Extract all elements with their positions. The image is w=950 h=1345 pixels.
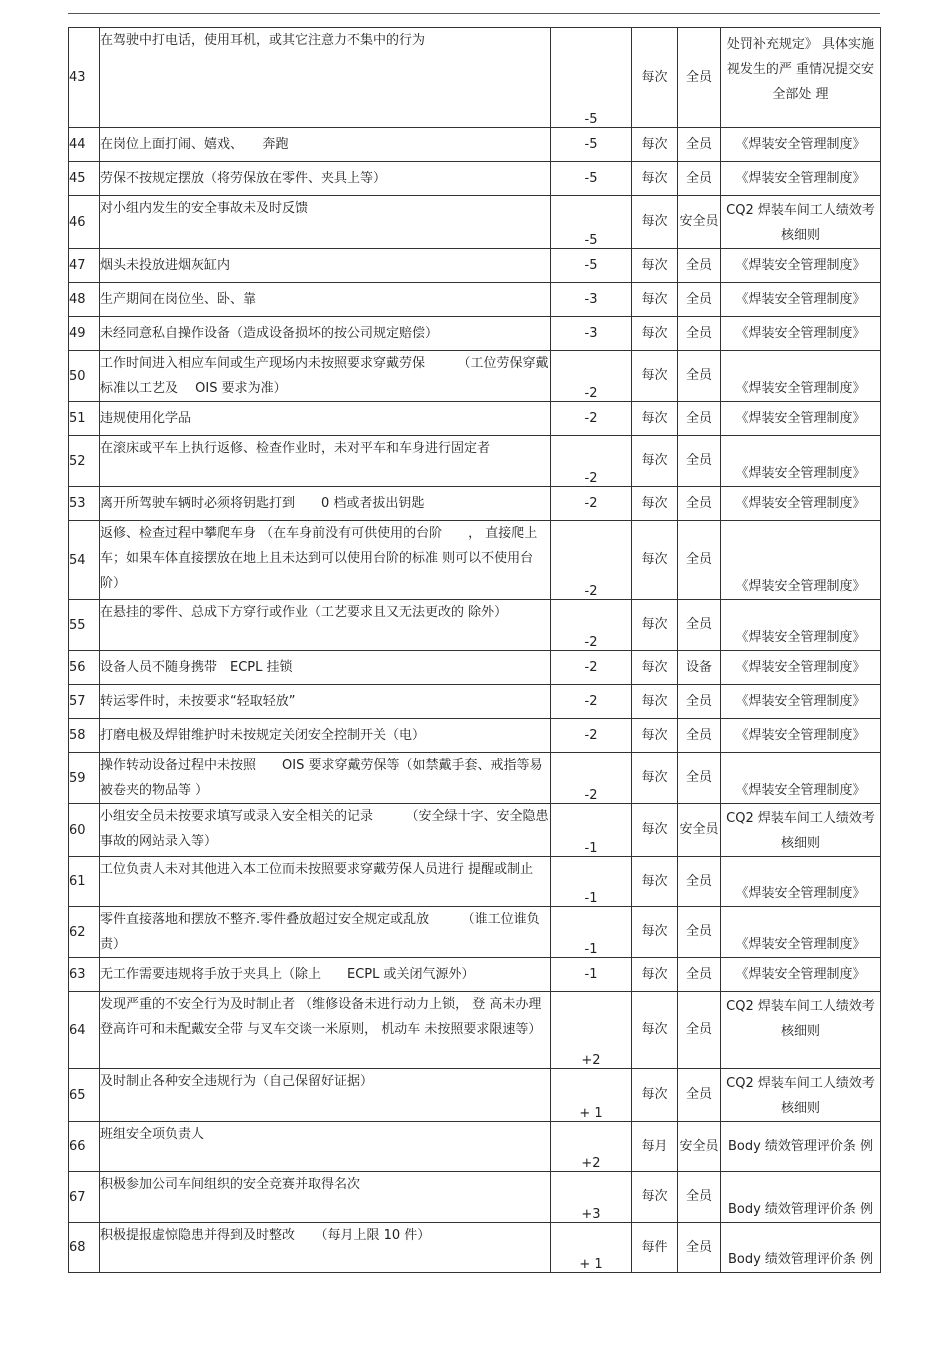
row-score: -1	[551, 857, 632, 907]
row-item: 烟头未投放进烟灰缸内	[100, 249, 551, 283]
row-item: 在滚床或平车上执行返修、检查作业时，未对平车和车身进行固定者	[100, 436, 551, 487]
table-row	[69, 685, 881, 719]
row-applies-to: 全员	[678, 351, 721, 402]
table-row	[69, 283, 881, 317]
row-applies-to: 全员	[678, 992, 721, 1069]
row-score: -2	[551, 521, 632, 600]
row-number: 63	[69, 958, 100, 992]
row-frequency: 每次	[632, 651, 678, 685]
table-row	[69, 1223, 881, 1273]
row-score: -5	[551, 128, 632, 162]
table-row	[69, 857, 881, 907]
row-score: -3	[551, 317, 632, 351]
table-row	[69, 351, 881, 402]
row-applies-to: 全员	[678, 1172, 721, 1223]
row-score: -2	[551, 685, 632, 719]
row-item: 在悬挂的零件、总成下方穿行或作业（工艺要求且又无法更改的 除外）	[100, 600, 551, 651]
table-row	[69, 128, 881, 162]
row-basis: 《焊装安全管理制度》	[721, 283, 881, 317]
row-applies-to: 全员	[678, 1069, 721, 1122]
row-item: 积极提报虚惊隐患并得到及时整改 （每月上限 10 件）	[100, 1223, 551, 1273]
row-frequency: 每次	[632, 351, 678, 402]
row-basis: 处罚补充规定》 具体实施视发生的严 重情况提交安全部处 理	[721, 28, 881, 128]
row-number: 52	[69, 436, 100, 487]
row-number: 66	[69, 1122, 100, 1172]
table-row	[69, 1122, 881, 1172]
row-frequency: 每次	[632, 402, 678, 436]
row-frequency: 每件	[632, 1223, 678, 1273]
row-applies-to: 安全员	[678, 196, 721, 249]
table-row	[69, 1172, 881, 1223]
row-frequency: 每次	[632, 1069, 678, 1122]
row-basis: CQ2 焊装车间工人绩效考核细则	[721, 804, 881, 857]
row-basis: 《焊装安全管理制度》	[721, 958, 881, 992]
row-item: 转运零件时，未按要求“轻取轻放”	[100, 685, 551, 719]
header-rule	[68, 13, 880, 14]
table-row	[69, 317, 881, 351]
row-applies-to: 全员	[678, 521, 721, 600]
row-item: 设备人员不随身携带 ECPL 挂锁	[100, 651, 551, 685]
row-score: +2	[551, 992, 632, 1069]
row-applies-to: 全员	[678, 402, 721, 436]
table-row	[69, 600, 881, 651]
row-number: 54	[69, 521, 100, 600]
row-frequency: 每次	[632, 958, 678, 992]
row-frequency: 每次	[632, 436, 678, 487]
row-applies-to: 全员	[678, 162, 721, 196]
row-basis: 《焊装安全管理制度》	[721, 351, 881, 402]
row-number: 67	[69, 1172, 100, 1223]
table-row	[69, 402, 881, 436]
row-number: 56	[69, 651, 100, 685]
row-item: 操作转动设备过程中未按照 OIS 要求穿戴劳保等（如禁戴手套、戒指等易被卷夹的物品等 ）	[100, 753, 551, 804]
row-applies-to: 安全员	[678, 804, 721, 857]
row-number: 57	[69, 685, 100, 719]
row-number: 62	[69, 907, 100, 958]
row-item: 对小组内发生的安全事故未及时反馈	[100, 196, 551, 249]
row-applies-to: 全员	[678, 958, 721, 992]
row-basis: 《焊装安全管理制度》	[721, 436, 881, 487]
row-basis: 《焊装安全管理制度》	[721, 317, 881, 351]
table-row	[69, 907, 881, 958]
row-applies-to: 全员	[678, 128, 721, 162]
row-basis: 《焊装安全管理制度》	[721, 487, 881, 521]
row-item: 违规使用化学品	[100, 402, 551, 436]
row-item: 零件直接落地和摆放不整齐.零件叠放超过安全规定或乱放 （谁工位谁负责）	[100, 907, 551, 958]
row-basis: 《焊装安全管理制度》	[721, 719, 881, 753]
row-score: -2	[551, 436, 632, 487]
row-basis: 《焊装安全管理制度》	[721, 128, 881, 162]
row-item: 发现严重的不安全行为及时制止者 （维修设备未进行动力上锁， 登 高未办理登高许可和未配戴安全带 与叉车交谈一米原则， 机动车 未按照要求限速等）	[100, 992, 551, 1069]
table-row	[69, 521, 881, 600]
row-applies-to: 全员	[678, 719, 721, 753]
row-number: 46	[69, 196, 100, 249]
row-frequency: 每次	[632, 907, 678, 958]
row-score: -5	[551, 196, 632, 249]
table-row	[69, 719, 881, 753]
row-number: 55	[69, 600, 100, 651]
table-row	[69, 162, 881, 196]
row-item: 积极参加公司车间组织的安全竞赛并取得名次	[100, 1172, 551, 1223]
row-item: 工作时间进入相应车间或生产现场内未按照要求穿戴劳保 （工位劳保穿戴标准以工艺及 OIS 要求为准）	[100, 351, 551, 402]
row-basis: 《焊装安全管理制度》	[721, 651, 881, 685]
table-body	[69, 28, 881, 1273]
row-applies-to: 全员	[678, 28, 721, 128]
table-row	[69, 958, 881, 992]
row-applies-to: 全员	[678, 857, 721, 907]
row-item: 无工作需要违规将手放于夹具上（除上 ECPL 或关闭气源外）	[100, 958, 551, 992]
row-applies-to: 全员	[678, 249, 721, 283]
table-row	[69, 196, 881, 249]
row-basis: CQ2 焊装车间工人绩效考核细则	[721, 1069, 881, 1122]
table-row	[69, 28, 881, 128]
row-score: -2	[551, 351, 632, 402]
safety-rules-table	[68, 27, 881, 1273]
row-item: 在驾驶中打电话，使用耳机，或其它注意力不集中的行为	[100, 28, 551, 128]
row-basis: Body 绩效管理评价条 例	[721, 1122, 881, 1172]
row-frequency: 每次	[632, 317, 678, 351]
row-number: 65	[69, 1069, 100, 1122]
row-applies-to: 全员	[678, 487, 721, 521]
row-number: 43	[69, 28, 100, 128]
table-row	[69, 436, 881, 487]
row-applies-to: 全员	[678, 317, 721, 351]
row-score: -1	[551, 804, 632, 857]
row-applies-to: 全员	[678, 283, 721, 317]
row-frequency: 每次	[632, 28, 678, 128]
row-basis: Body 绩效管理评价条 例	[721, 1223, 881, 1273]
row-frequency: 每次	[632, 487, 678, 521]
row-frequency: 每次	[632, 992, 678, 1069]
row-number: 50	[69, 351, 100, 402]
row-score: -2	[551, 600, 632, 651]
row-number: 53	[69, 487, 100, 521]
row-number: 60	[69, 804, 100, 857]
row-basis: 《焊装安全管理制度》	[721, 249, 881, 283]
row-frequency: 每次	[632, 804, 678, 857]
row-number: 68	[69, 1223, 100, 1273]
table-row	[69, 1069, 881, 1122]
row-basis: Body 绩效管理评价条 例	[721, 1172, 881, 1223]
row-frequency: 每次	[632, 685, 678, 719]
row-item: 在岗位上面打闹、嬉戏、 奔跑	[100, 128, 551, 162]
row-frequency: 每次	[632, 249, 678, 283]
row-item: 小组安全员未按要求填写或录入安全相关的记录 （安全绿十字、安全隐患事故的网站录入等）	[100, 804, 551, 857]
row-basis: 《焊装安全管理制度》	[721, 162, 881, 196]
row-item: 未经同意私自操作设备（造成设备损坏的按公司规定赔偿）	[100, 317, 551, 351]
row-frequency: 每次	[632, 753, 678, 804]
row-applies-to: 安全员	[678, 1122, 721, 1172]
row-applies-to: 全员	[678, 685, 721, 719]
table-row	[69, 487, 881, 521]
row-number: 59	[69, 753, 100, 804]
row-score: -2	[551, 719, 632, 753]
row-number: 48	[69, 283, 100, 317]
row-basis: 《焊装安全管理制度》	[721, 857, 881, 907]
row-applies-to: 设备	[678, 651, 721, 685]
row-score: -2	[551, 402, 632, 436]
row-score: -2	[551, 651, 632, 685]
row-score: -1	[551, 907, 632, 958]
row-basis: 《焊装安全管理制度》	[721, 600, 881, 651]
row-item: 及时制止各种安全违规行为（自己保留好证据）	[100, 1069, 551, 1122]
row-frequency: 每次	[632, 283, 678, 317]
row-item: 工位负责人未对其他进入本工位而未按照要求穿戴劳保人员进行 提醒或制止	[100, 857, 551, 907]
row-number: 64	[69, 992, 100, 1069]
row-basis: 《焊装安全管理制度》	[721, 907, 881, 958]
row-number: 58	[69, 719, 100, 753]
row-frequency: 每次	[632, 1172, 678, 1223]
row-frequency: 每次	[632, 162, 678, 196]
row-item: 离开所驾驶车辆时必须将钥匙打到 0 档或者拔出钥匙	[100, 487, 551, 521]
row-score: +2	[551, 1122, 632, 1172]
row-frequency: 每次	[632, 719, 678, 753]
row-frequency: 每次	[632, 600, 678, 651]
row-applies-to: 全员	[678, 753, 721, 804]
table-row	[69, 651, 881, 685]
row-number: 47	[69, 249, 100, 283]
row-score: +3	[551, 1172, 632, 1223]
table-row	[69, 249, 881, 283]
row-frequency: 每次	[632, 857, 678, 907]
row-score: -1	[551, 958, 632, 992]
row-basis: CQ2 焊装车间工人绩效考核细则	[721, 992, 881, 1069]
row-score: -2	[551, 487, 632, 521]
row-basis: 《焊装安全管理制度》	[721, 753, 881, 804]
row-applies-to: 全员	[678, 1223, 721, 1273]
row-number: 61	[69, 857, 100, 907]
row-score: -5	[551, 28, 632, 128]
row-item: 班组安全项负责人	[100, 1122, 551, 1172]
row-applies-to: 全员	[678, 907, 721, 958]
row-applies-to: 全员	[678, 600, 721, 651]
row-basis: 《焊装安全管理制度》	[721, 402, 881, 436]
row-applies-to: 全员	[678, 436, 721, 487]
row-frequency: 每次	[632, 521, 678, 600]
row-item: 打磨电极及焊钳维护时未按规定关闭安全控制开关（电）	[100, 719, 551, 753]
table-row	[69, 992, 881, 1069]
row-item: 生产期间在岗位坐、卧、靠	[100, 283, 551, 317]
row-basis: CQ2 焊装车间工人绩效考核细则	[721, 196, 881, 249]
table-row	[69, 753, 881, 804]
row-number: 49	[69, 317, 100, 351]
row-number: 45	[69, 162, 100, 196]
row-frequency: 每次	[632, 128, 678, 162]
row-item: 劳保不按规定摆放（将劳保放在零件、夹具上等）	[100, 162, 551, 196]
table-row	[69, 804, 881, 857]
row-item: 返修、检查过程中攀爬车身 （在车身前没有可供使用的台阶 ， 直接爬上车；如果车体直接摆放在地上且未达到可以使用台阶的标准 则可以不使用台阶）	[100, 521, 551, 600]
row-score: -5	[551, 249, 632, 283]
row-number: 44	[69, 128, 100, 162]
row-score: -5	[551, 162, 632, 196]
row-score: -2	[551, 753, 632, 804]
row-number: 51	[69, 402, 100, 436]
row-score: -3	[551, 283, 632, 317]
row-score: + 1	[551, 1069, 632, 1122]
row-frequency: 每月	[632, 1122, 678, 1172]
row-basis: 《焊装安全管理制度》	[721, 685, 881, 719]
row-score: + 1	[551, 1223, 632, 1273]
row-basis: 《焊装安全管理制度》	[721, 521, 881, 600]
row-frequency: 每次	[632, 196, 678, 249]
